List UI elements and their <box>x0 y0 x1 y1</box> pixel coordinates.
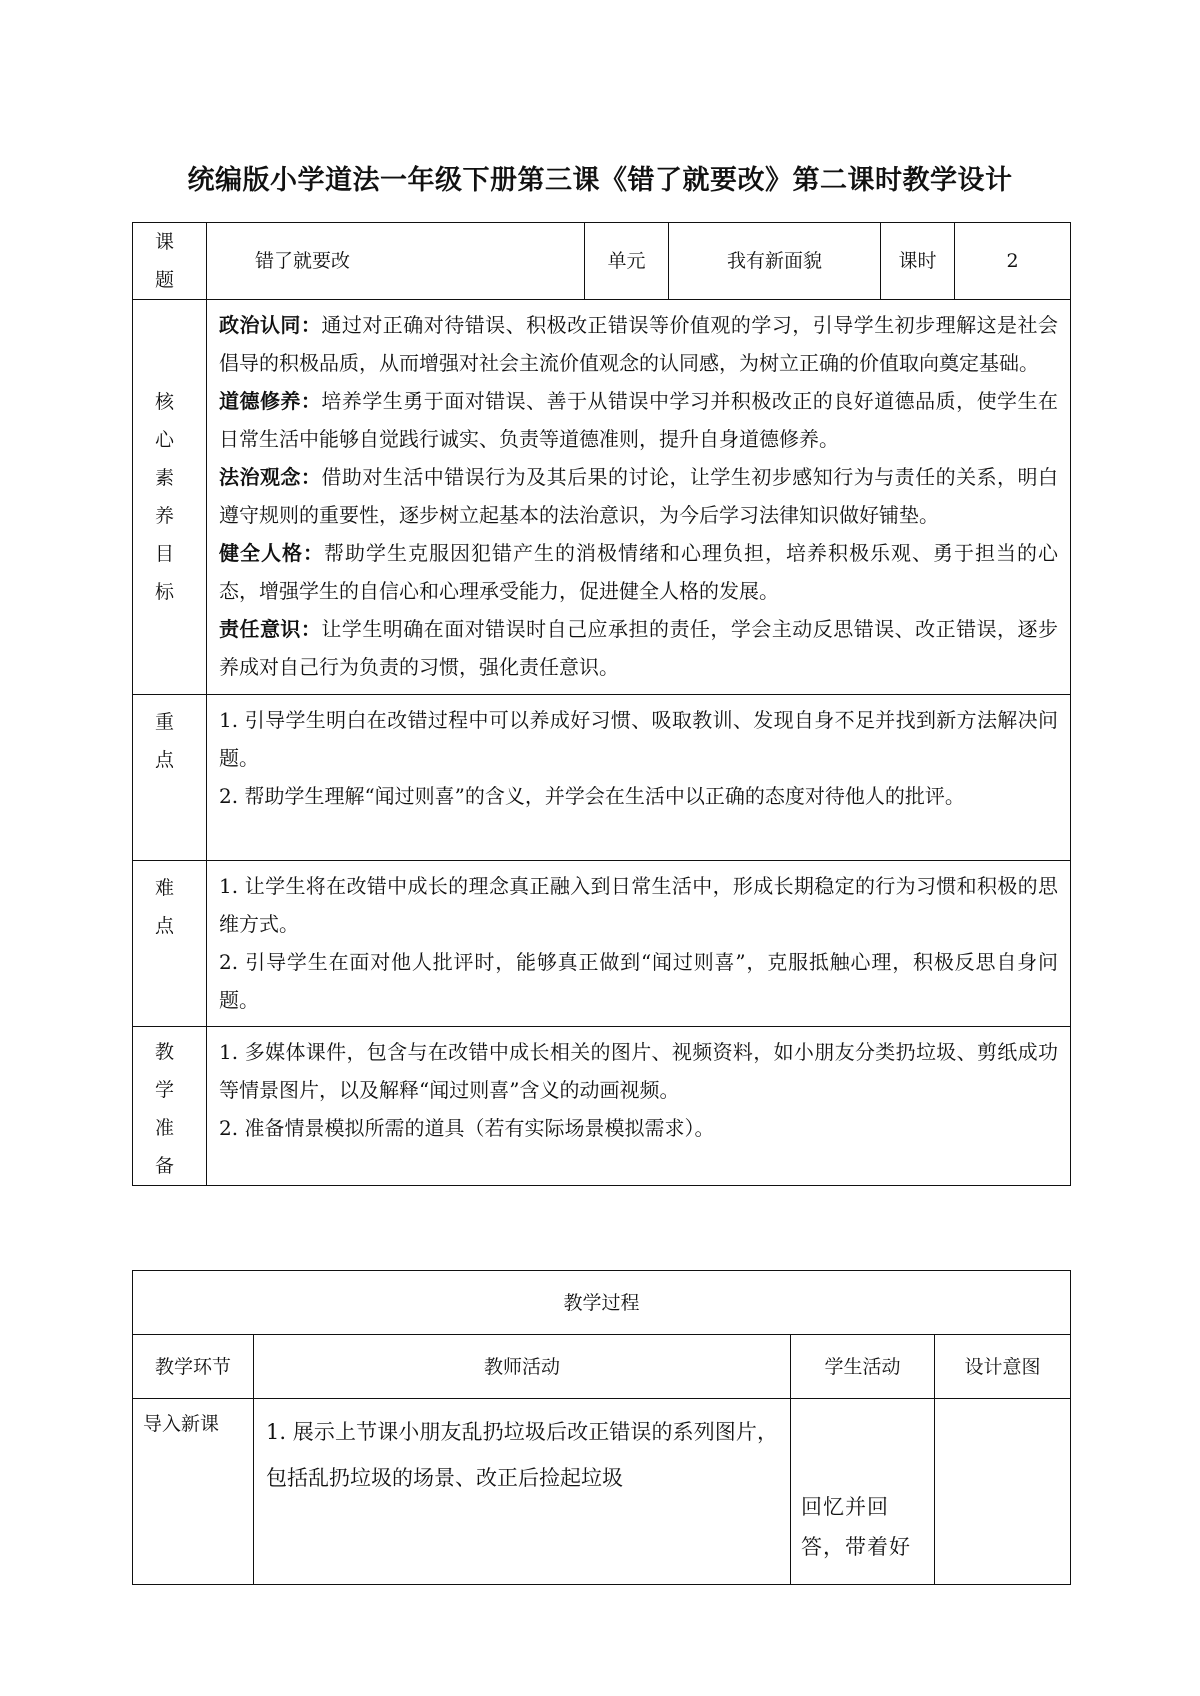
core-item: 道德修养：培养学生勇于面对错误、善于从错误中学习并积极改正的良好道德品质，使学生在日常生活中能够自觉践行诚实、负责等道德准则，提升自身道德修养。 <box>219 389 1058 451</box>
preparation-row <box>133 1027 1071 1186</box>
core-literacy-row <box>133 300 1071 695</box>
key-points-row <box>133 695 1071 861</box>
process-student: 回忆并回答，带着好 <box>791 1399 935 1585</box>
key-point: 2. 帮助学生理解“闻过则喜”的含义，并学会在生活中以正确的态度对待他人的批评。 <box>219 784 965 808</box>
topic-label: 课 题 <box>133 223 207 300</box>
header-student: 学生活动 <box>791 1335 935 1399</box>
topic-value: 错了就要改 <box>207 223 585 300</box>
teaching-process-table <box>132 1270 1071 1585</box>
process-title: 教学过程 <box>133 1271 1071 1335</box>
period-label: 课时 <box>881 223 955 300</box>
prep-item: 1. 多媒体课件，包含与在改错中成长相关的图片、视频资料，如小朋友分类扔垃圾、剪纸成功等情景图片，以及解释“闻过则喜”含义的动画视频。 <box>219 1040 1058 1102</box>
core-literacy-content <box>207 300 1071 695</box>
process-header-row <box>133 1335 1071 1399</box>
difficult-points-row <box>133 861 1071 1027</box>
header-intent: 设计意图 <box>935 1335 1071 1399</box>
core-item: 责任意识：让学生明确在面对错误时自己应承担的责任，学会主动反思错误、改正错误，逐步养成对自己行为负责的习惯，强化责任意识。 <box>219 617 1058 679</box>
core-item: 政治认同：通过对正确对待错误、积极改正错误等价值观的学习，引导学生初步理解这是社会倡导的积极品质，从而增强对社会主流价值观念的认同感，为树立正确的价值取向奠定基础。 <box>219 313 1058 375</box>
difficult-point: 1. 让学生将在改错中成长的理念真正融入到日常生活中，形成长期稳定的行为习惯和积极的思维方式。 <box>219 874 1058 936</box>
core-item: 健全人格：帮助学生克服因犯错产生的消极情绪和心理负担，培养积极乐观、勇于担当的心态，增强学生的自信心和心理承受能力，促进健全人格的发展。 <box>219 541 1058 603</box>
header-stage: 教学环节 <box>133 1335 254 1399</box>
header-teacher: 教师活动 <box>254 1335 791 1399</box>
difficult-points-content <box>207 861 1071 1027</box>
unit-value: 我有新面貌 <box>669 223 881 300</box>
preparation-label: 教 学 准 备 <box>133 1027 207 1186</box>
process-title-row <box>133 1271 1071 1335</box>
key-points-label: 重 点 <box>133 695 207 861</box>
lesson-info-table <box>132 222 1071 1186</box>
core-item: 法治观念：借助对生活中错误行为及其后果的讨论，让学生初步感知行为与责任的关系，明白遵守规则的重要性，逐步树立起基本的法治意识，为今后学习法律知识做好铺垫。 <box>219 465 1058 527</box>
period-value: 2 <box>955 223 1071 300</box>
process-stage: 导入新课 <box>133 1399 254 1585</box>
process-row <box>133 1399 1071 1585</box>
preparation-content <box>207 1027 1071 1186</box>
unit-label: 单元 <box>585 223 669 300</box>
key-point: 1. 引导学生明白在改错过程中可以养成好习惯、吸取教训、发现自身不足并找到新方法解决问题。 <box>219 708 1058 770</box>
key-points-content <box>207 695 1071 861</box>
info-row <box>133 223 1071 300</box>
process-intent <box>935 1399 1071 1585</box>
process-teacher: 1. 展示上节课小朋友乱扔垃圾后改正错误的系列图片，包括乱扔垃圾的场景、改正后捡起垃圾 <box>254 1399 791 1585</box>
difficult-point: 2. 引导学生在面对他人批评时，能够真正做到“闻过则喜”，克服抵触心理，积极反思自身问题。 <box>219 950 1058 1012</box>
page-title: 统编版小学道法一年级下册第三课《错了就要改》第二课时教学设计 <box>187 165 1013 196</box>
core-literacy-label: 核 心 素 养 目 标 <box>133 300 207 695</box>
prep-item: 2. 准备情景模拟所需的道具（若有实际场景模拟需求）。 <box>219 1116 715 1140</box>
difficult-points-label: 难 点 <box>133 861 207 1027</box>
